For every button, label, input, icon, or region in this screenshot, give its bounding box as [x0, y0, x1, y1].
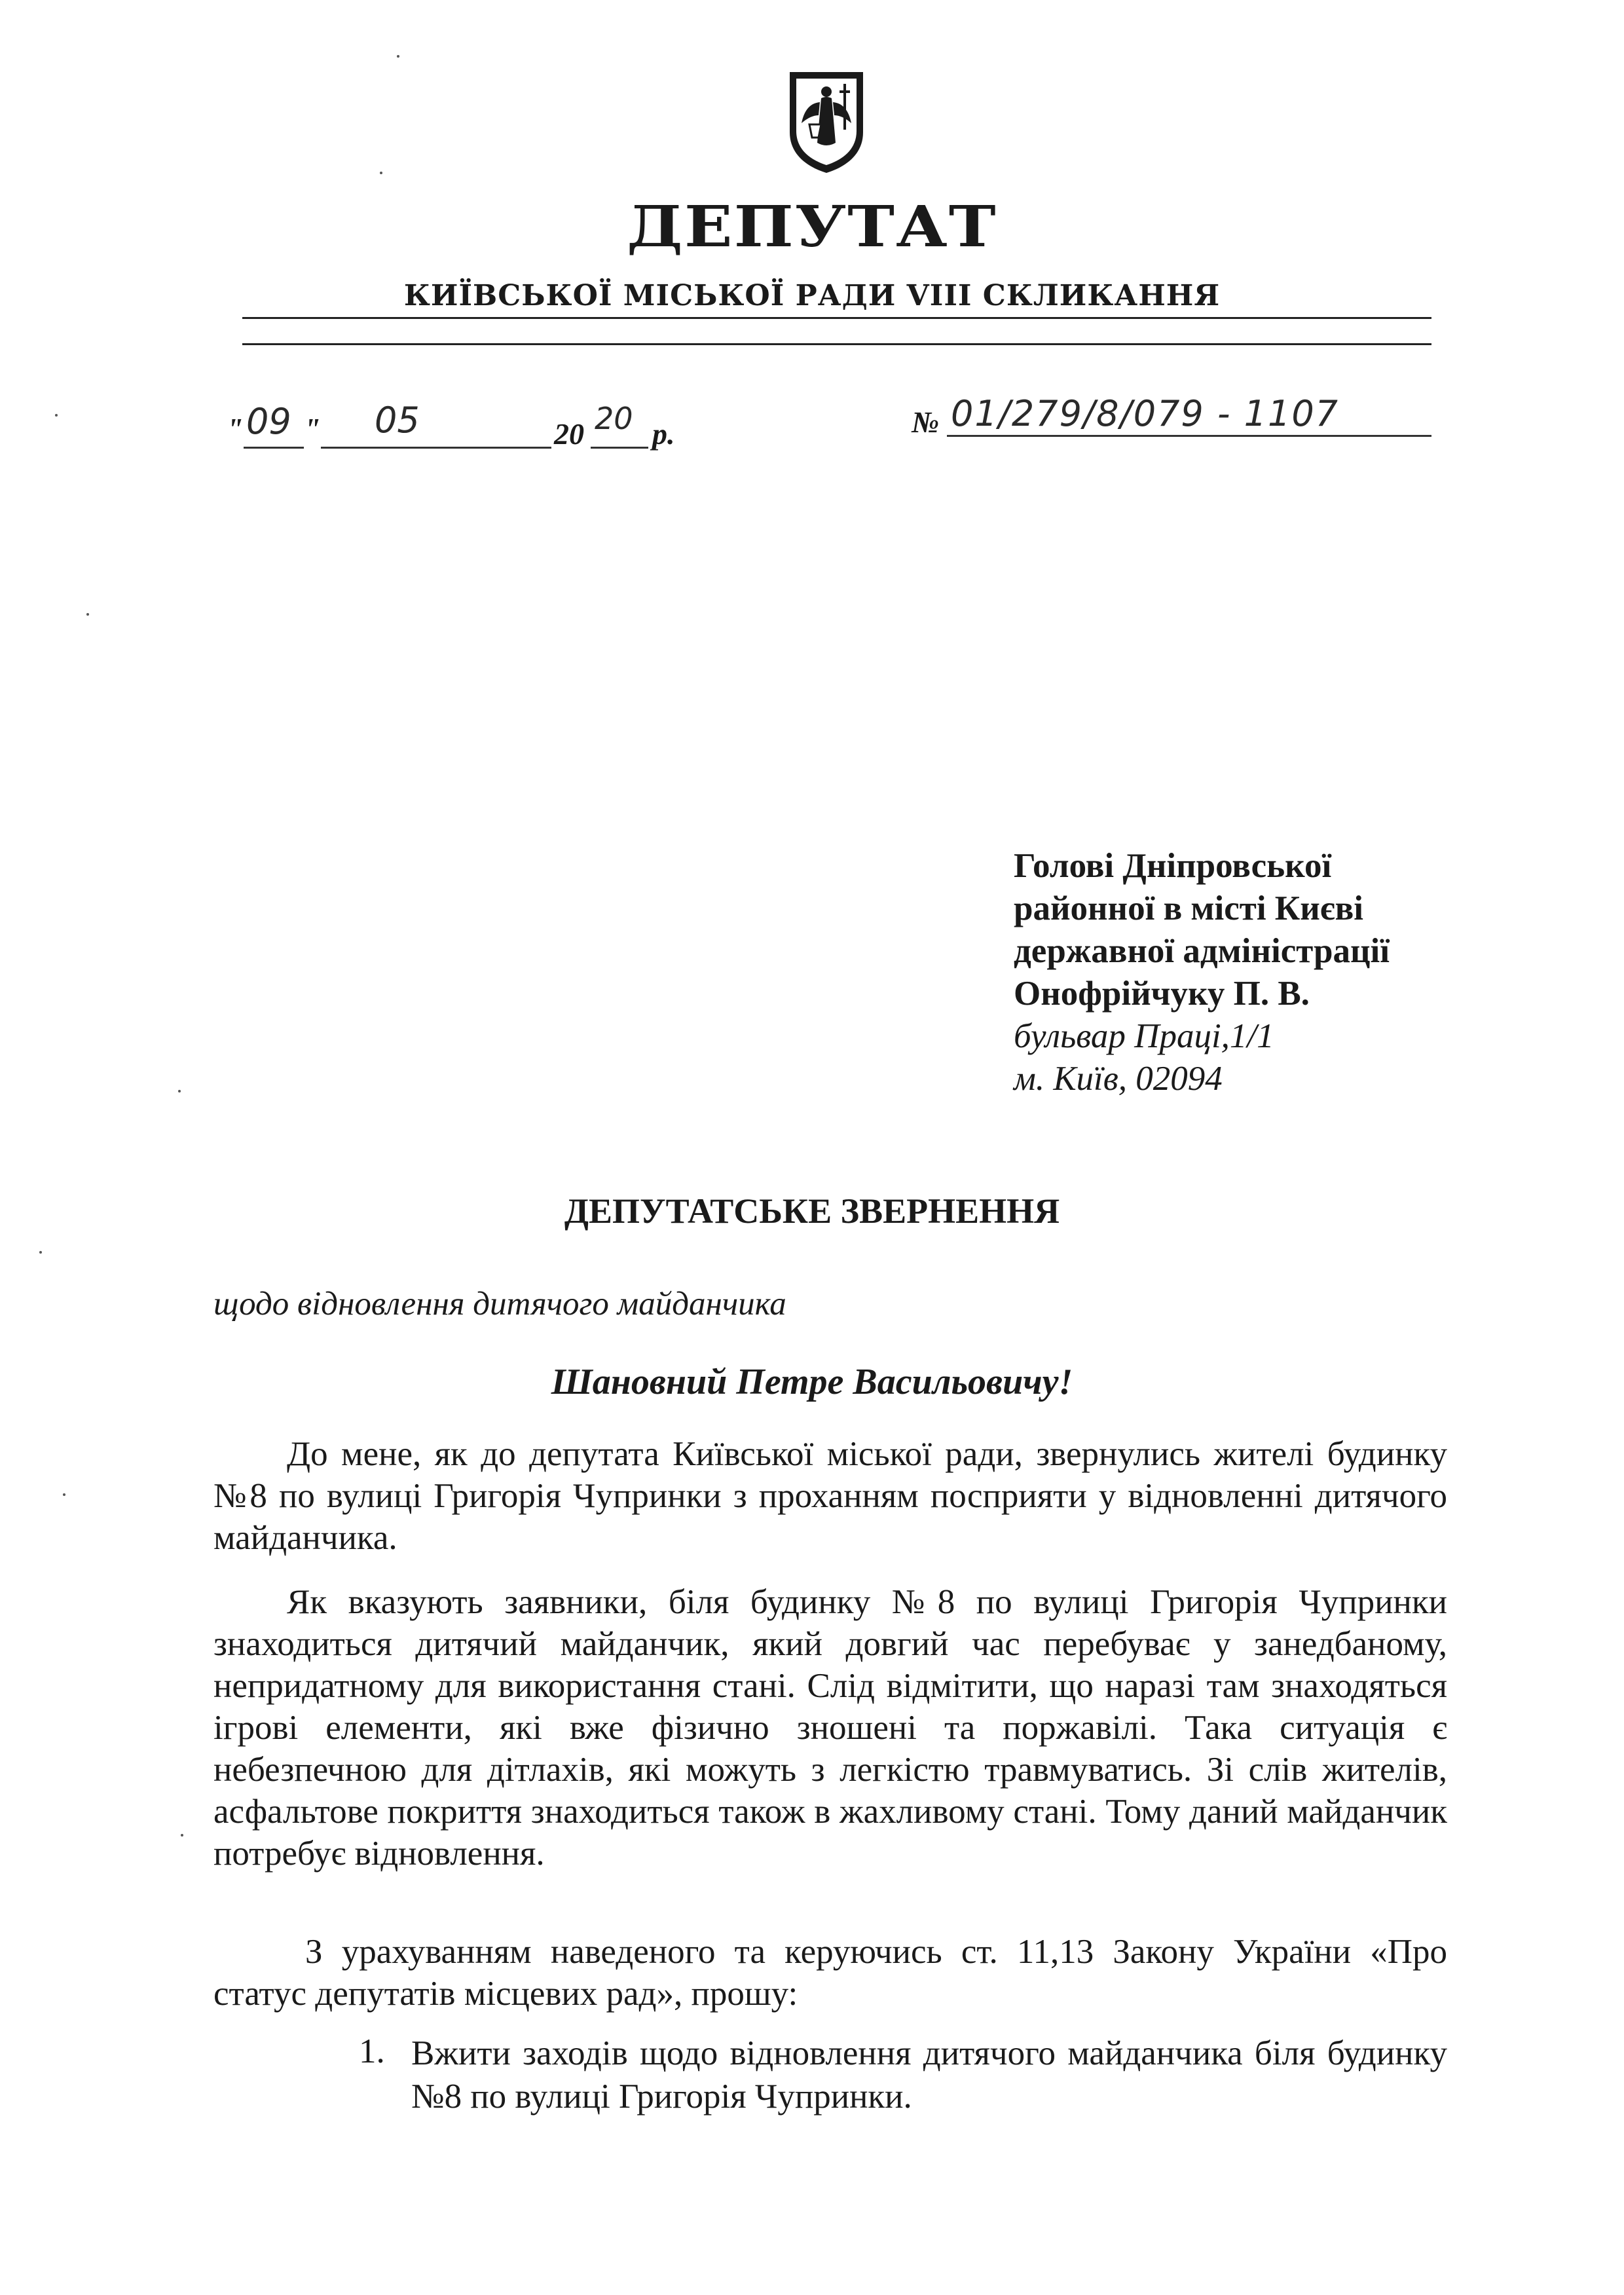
scan-speck — [181, 1834, 183, 1837]
addressee-line-2: районної в місті Києві — [1014, 889, 1364, 927]
scan-speck — [39, 1251, 42, 1254]
addressee-block — [1014, 845, 1603, 1100]
date-year-unit: р. — [652, 417, 675, 451]
scan-speck — [178, 1090, 181, 1092]
letterhead-rule-bottom — [242, 343, 1431, 345]
outgoing-number-value: 01/279/8/079 - 1107 — [951, 393, 1340, 434]
paragraph-2-text: Як вказують заявники, біля будинку №8 по вулиці Григорія Чупринки знаходиться дитячий майданчик, який довгий час перебуває у занедбаному, непридатному для використання стані. Слід відмітити, що наразі там знаходяться ігрові елементи, які вже фізично зношені та поржавілі. Така ситуація є небезпечною для дітлахів, які можуть з легкістю травмуватись. Зі слів жителів, асфальтове покриття знаходиться також в жахливому стані. Тому даний майданчик потребує відновлення. — [213, 1583, 1447, 1873]
letterhead-subtitle: КИЇВСЬКОЇ МІСЬКОЇ РАДИ VIII СКЛИКАННЯ — [403, 279, 1221, 312]
kyiv-emblem-icon — [787, 69, 866, 174]
scan-speck — [397, 55, 399, 58]
scan-speck — [380, 172, 382, 174]
outgoing-number-underline — [947, 435, 1431, 437]
date-year-prefix: 20 — [554, 417, 584, 451]
letterhead-rule-top — [242, 317, 1431, 319]
document-heading: ДЕПУТАТСЬКЕ ЗВЕРНЕННЯ — [564, 1191, 1060, 1231]
list-item-text: Вжити заходів щодо відновлення дитячого майданчика біля будинку №8 по вулиці Григорія Чупринки. — [411, 2034, 1447, 2116]
addressee-line-3: державної адміністрації — [1014, 932, 1390, 970]
document-subject: щодо відновлення дитячого майданчика — [213, 1286, 786, 1322]
outgoing-number-label: № — [912, 405, 940, 439]
date-day-underline — [244, 447, 304, 449]
paragraph-3-text: З урахуванням наведеного та керуючись ст. 11,13 Закону України «Про статус депутатів місцевих рад», прошу: — [213, 1933, 1447, 2013]
date-day: 09 — [246, 401, 291, 442]
list-item-number: 1. — [359, 2032, 385, 2070]
paragraph-3 — [213, 1931, 1447, 2015]
date-quote-close: " — [304, 412, 321, 445]
paragraph-2 — [213, 1581, 1447, 1875]
date-year-underline — [591, 447, 648, 449]
salutation: Шановний Петре Васильовичу! — [551, 1362, 1073, 1402]
date-month-underline — [321, 447, 551, 449]
addressee-line-1: Голові Дніпровської — [1014, 847, 1332, 885]
date-month: 05 — [375, 400, 420, 441]
letterhead-title: ДЕПУТАТ — [627, 194, 997, 260]
addressee-city: м. Київ, 02094 — [1014, 1060, 1223, 1098]
paragraph-1-text: До мене, як до депутата Київської міської ради, звернулись жителі будинку №8 по вулиці Григорія Чупринки з проханням посприяти у відновленні дитячого майданчика. — [213, 1435, 1447, 1557]
paragraph-1 — [213, 1433, 1447, 1559]
scan-speck — [55, 414, 58, 417]
addressee-name: Онофрійчуку П. В. — [1014, 975, 1310, 1013]
date-year-suffix: 20 — [595, 401, 633, 436]
addressee-street: бульвар Праці,1/1 — [1014, 1017, 1274, 1055]
scan-speck — [86, 613, 89, 616]
scan-speck — [63, 1493, 65, 1496]
date-quote-open: " — [227, 412, 244, 445]
